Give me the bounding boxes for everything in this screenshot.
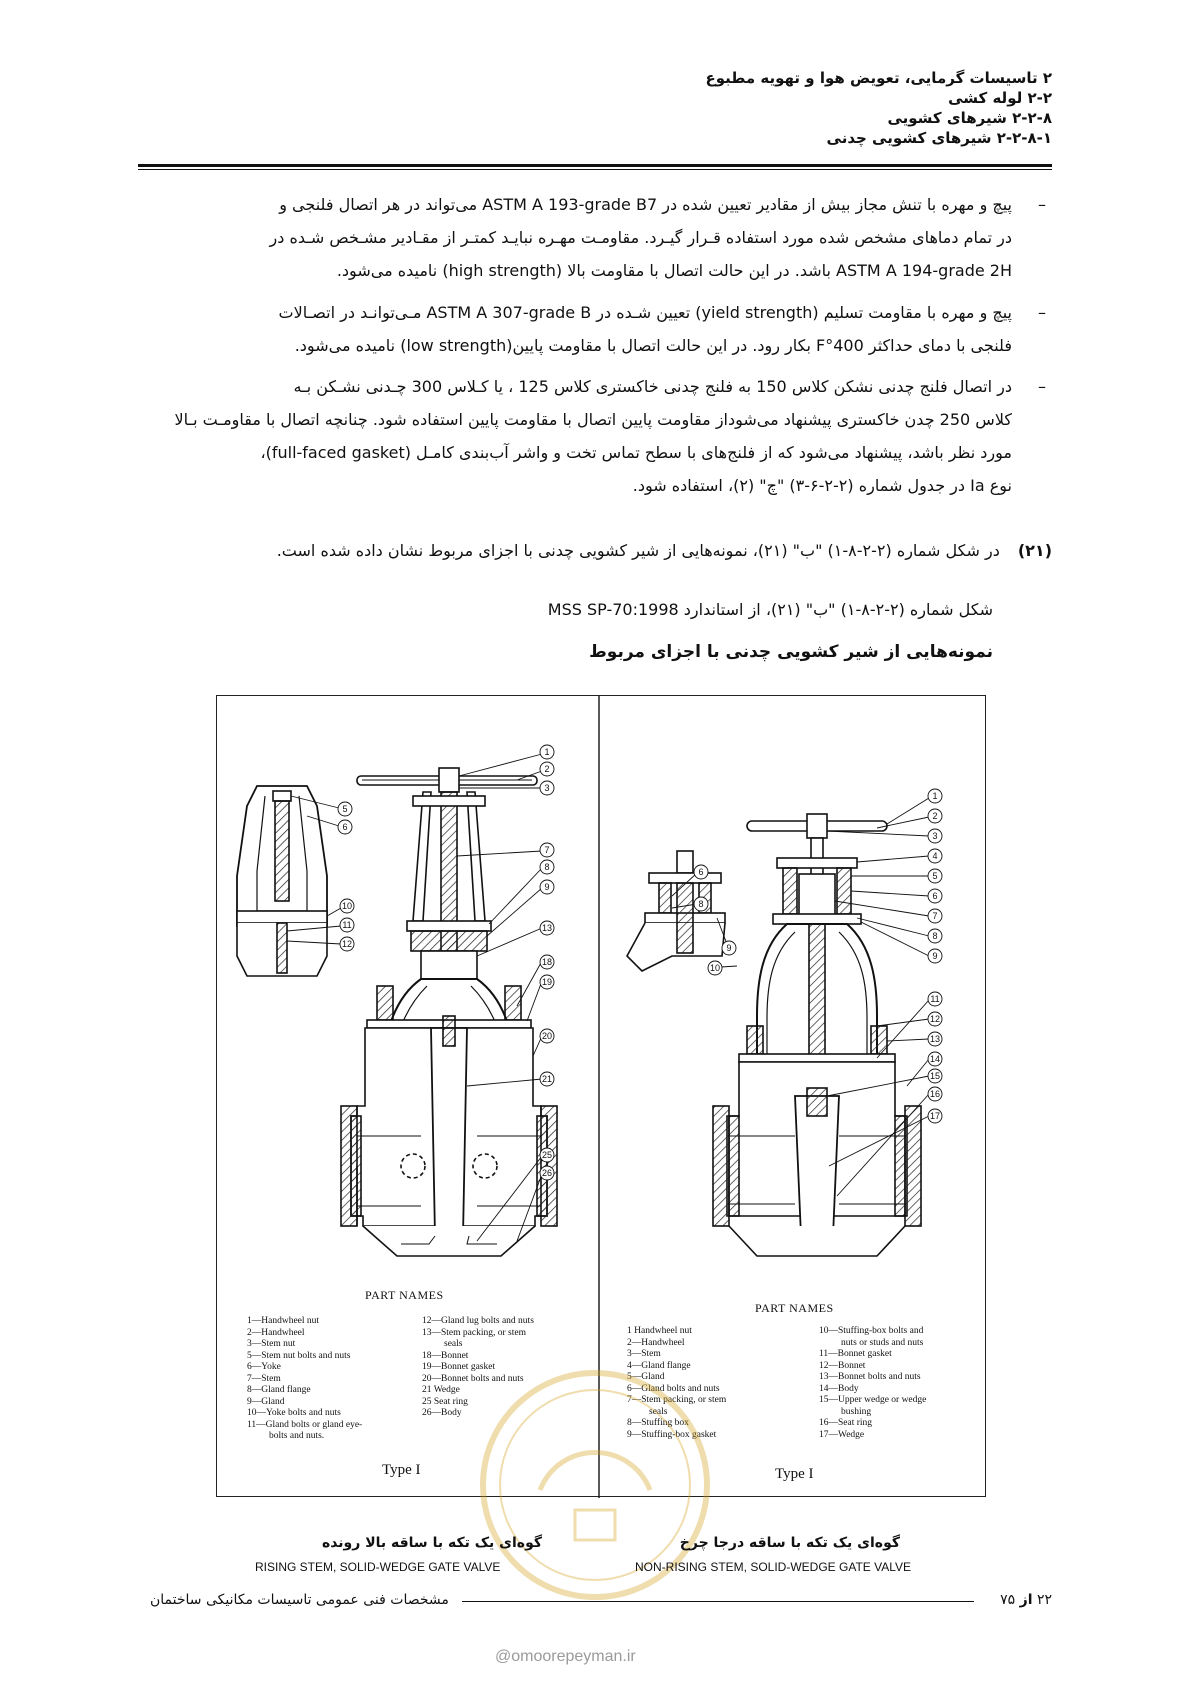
rising-stem-valve-drawing [237,768,557,1256]
type-label-right: Type I [775,1466,814,1482]
page-header [152,68,1052,148]
part-name: 5—Stem nut bolts and nuts [247,1350,351,1361]
part-name: 7—Stem [247,1373,281,1384]
svg-text:1: 1 [932,791,938,801]
part-name: 12—Bonnet [819,1360,866,1371]
part-name: 26—Body [422,1408,462,1418]
bullet-3 [138,370,1052,502]
part-names-left-col1 [247,1316,362,1443]
type-label-left: Type I [382,1462,421,1478]
part-name: 19—Bonnet gasket [422,1362,496,1372]
part-names-right-col2 [819,1326,926,1441]
svg-text:12: 12 [341,939,353,949]
part-name: bushing [841,1406,872,1417]
part-name: seals [649,1406,668,1417]
bullet-line: در تمام دماهای مشخص شده مورد استفاده قـرار گیـرد. مقاومـت مهـره نبایـد کمتـر از مقـادیر مشـخص شـده در [269,228,1012,247]
svg-text:10: 10 [341,901,353,911]
svg-text:15: 15 [929,1071,941,1081]
svg-text:9: 9 [544,882,550,892]
caption-non-rising-stem-fa: گوه‌ای یک تکه با ساقه درجا چرخ [679,1535,900,1551]
part-name: 14—Body [819,1383,859,1394]
figure-caption-title: نمونه‌هایی از شیر کشویی چدنی با اجزای مربوط [589,642,993,662]
part-name: 13—Bonnet bolts and nuts [819,1372,921,1382]
part-names-title-right: PART NAMES [755,1301,834,1315]
part-name: 5—Gland [627,1372,665,1382]
svg-text:17: 17 [929,1111,941,1121]
part-name: 18—Bonnet [422,1350,469,1361]
paragraph-number: (۲۱) [1017,541,1052,560]
svg-text:18: 18 [541,957,553,967]
svg-text:13: 13 [929,1034,941,1044]
part-name: 13—Stem packing, or stem [422,1327,526,1338]
svg-text:26: 26 [541,1168,553,1178]
header-line-1: ۲ تاسیسات گرمایی، تعویض هوا و تهویه مطبوع [705,69,1052,87]
bullet-2 [138,296,1052,362]
svg-text:16: 16 [929,1089,941,1099]
svg-text:10: 10 [709,963,721,973]
part-name: 15—Upper wedge or wedge [819,1395,927,1405]
svg-text:7: 7 [932,911,938,921]
svg-text:8: 8 [544,862,550,872]
site-watermark: @omoorepeyman.ir [495,1648,636,1665]
caption-rising-stem-en: RISING STEM, SOLID-WEDGE GATE VALVE [255,1560,501,1574]
bullet-dash: – [1038,195,1046,214]
header-rule-thick [138,164,1052,167]
bullet-line: ASTM A 194-grade 2H باشد. در این حالت اتصال با مقاومت بالا (high strength) نامیده می‌شود. [336,261,1012,280]
part-name: 2—Handwheel [247,1327,305,1338]
svg-text:8: 8 [932,931,938,941]
bullet-dash: – [1038,303,1046,322]
svg-text:5: 5 [932,871,938,881]
paragraph-text: در شکل شماره (۲-۲-۸-۱) "ب" (۲۱)، نمونه‌هایی از شیر کشویی چدنی با اجزای مربوط نشان داده شده است. [276,541,1000,560]
page-current: ۲۲ [1036,1592,1052,1608]
caption-non-rising-stem-en: NON-RISING STEM, SOLID-WEDGE GATE VALVE [635,1560,912,1574]
part-name: 3—Stem nut [247,1339,296,1349]
svg-text:12: 12 [929,1014,941,1024]
bullet-1 [138,188,1052,287]
caption-rising-stem-fa: گوه‌ای یک تکه با ساقه بالا رونده [321,1535,542,1551]
svg-text:6: 6 [698,867,704,877]
svg-text:6: 6 [932,891,938,901]
svg-text:6: 6 [342,822,348,832]
part-name: bolts and nuts. [269,1431,325,1441]
svg-text:19: 19 [541,977,553,987]
svg-text:1: 1 [544,747,550,757]
bullet-line: فلنجی با دمای حداکثر 400°F بکار رود. در این حالت اتصال با مقاومت پایین(low strength) نامیده می‌شود. [294,336,1012,355]
part-name: 6—Yoke [247,1362,281,1372]
paragraph-21 [138,541,1052,560]
svg-text:21: 21 [541,1074,553,1084]
svg-text:13: 13 [541,923,553,933]
svg-text:3: 3 [544,783,550,793]
part-name: 17—Wedge [819,1429,865,1440]
part-name: 8—Gland flange [247,1385,311,1395]
svg-text:25: 25 [541,1150,553,1160]
page-total: ۷۵ [1000,1592,1016,1608]
part-name: 9—Gland [247,1396,285,1407]
svg-text:9: 9 [932,951,938,961]
bullet-line: پیچ و مهره با مقاومت تسلیم (yield strength) تعیین شـده در ASTM A 307-grade B مـی‌توانـد در اتصـالات [278,303,1012,322]
bullet-line: مورد نظر باشد، پیشنهاد می‌شود که از فلنج‌های با سطح تماس تخت و واشر آب‌بندی کامـل (full-faced gasket)، [260,443,1012,462]
part-name: 10—Yoke bolts and nuts [247,1408,341,1418]
part-name: 16—Seat ring [819,1418,873,1428]
svg-text:2: 2 [544,764,550,774]
part-name: 4—Gland flange [627,1360,691,1371]
bullet-dash: – [1038,377,1046,396]
part-name: 9—Stuffing-box gasket [627,1429,717,1440]
part-name: 7—Stem packing, or stem [627,1395,727,1405]
part-name: 1—Handwheel nut [247,1316,320,1326]
bullet-line: پیچ و مهره با تنش مجاز بیش از مقادیر تعیین شده در ASTM A 193-grade B7 می‌تواند در هر اتصال فلنجی و [279,195,1012,214]
bullet-line: کلاس 250 چدن خاکستری پیشنهاد می‌شوداز مقاومت پایین اتصال با مقاومت پایین استفاده شود. چنانچه اتصال با مقاومـت بـالا [174,410,1012,429]
svg-text:8: 8 [698,899,704,909]
part-names-title-left: PART NAMES [365,1288,444,1302]
page-of: از [1019,1592,1033,1608]
part-name: 2—Handwheel [627,1337,685,1348]
part-name: 11—Gland bolts or gland eye- [247,1419,363,1430]
svg-text:5: 5 [342,804,348,814]
header-line-2: ۲-۲ لوله کشی [948,89,1052,107]
svg-text:11: 11 [342,920,352,930]
part-name: 10—Stuffing-box bolts and [819,1326,924,1336]
part-name: seals [444,1339,463,1349]
svg-text:7: 7 [544,845,550,855]
part-name: 8—Stuffing box [627,1418,689,1428]
part-name: 20—Bonnet bolts and nuts [422,1373,524,1384]
svg-text:14: 14 [929,1054,941,1064]
header-line-3: ۲-۲-۸ شیرهای کشویی [887,109,1052,127]
svg-text:4: 4 [932,851,938,861]
bullet-line: نوع Ia در جدول شماره (۲-۲-۶-۳) "چ" (۲)، استفاده شود. [632,476,1012,495]
figure-caption-reference: شکل شماره (۲-۲-۸-۱) "ب" (۲۱)، از استاندارد MSS SP-70:1998 [547,600,993,619]
part-name: 3—Stem [627,1349,661,1359]
part-name: 11—Bonnet gasket [819,1349,892,1359]
svg-text:9: 9 [726,943,732,953]
part-name: 6—Gland bolts and nuts [627,1383,720,1394]
footer-rule [462,1601,974,1602]
header-line-4: ۲-۲-۸-۱ شیرهای کشویی چدنی [826,129,1052,147]
non-rising-stem-valve-drawing [627,814,921,1256]
footer-document-title: مشخصات فنی عمومی تاسیسات مکانیکی ساختمان [150,1592,449,1608]
svg-text:3: 3 [932,831,938,841]
bullet-line: در اتصال فلنج چدنی نشکن کلاس 150 به فلنج چدنی خاکستری کلاس 125 ، یا کـلاس 300 چـدنی نشـکن بـه [293,377,1012,396]
header-rule-thin [138,169,1052,170]
svg-text:20: 20 [541,1031,553,1041]
part-name: 25 Seat ring [422,1396,468,1407]
part-name: 1 Handwheel nut [627,1326,692,1336]
svg-text:2: 2 [932,811,938,821]
svg-text:11: 11 [930,994,940,1004]
part-name: 12—Gland lug bolts and nuts [422,1316,534,1326]
footer-page-number [1000,1592,1052,1608]
part-name: 21 Wedge [422,1385,460,1395]
part-name: nuts or studs and nuts [841,1337,924,1348]
